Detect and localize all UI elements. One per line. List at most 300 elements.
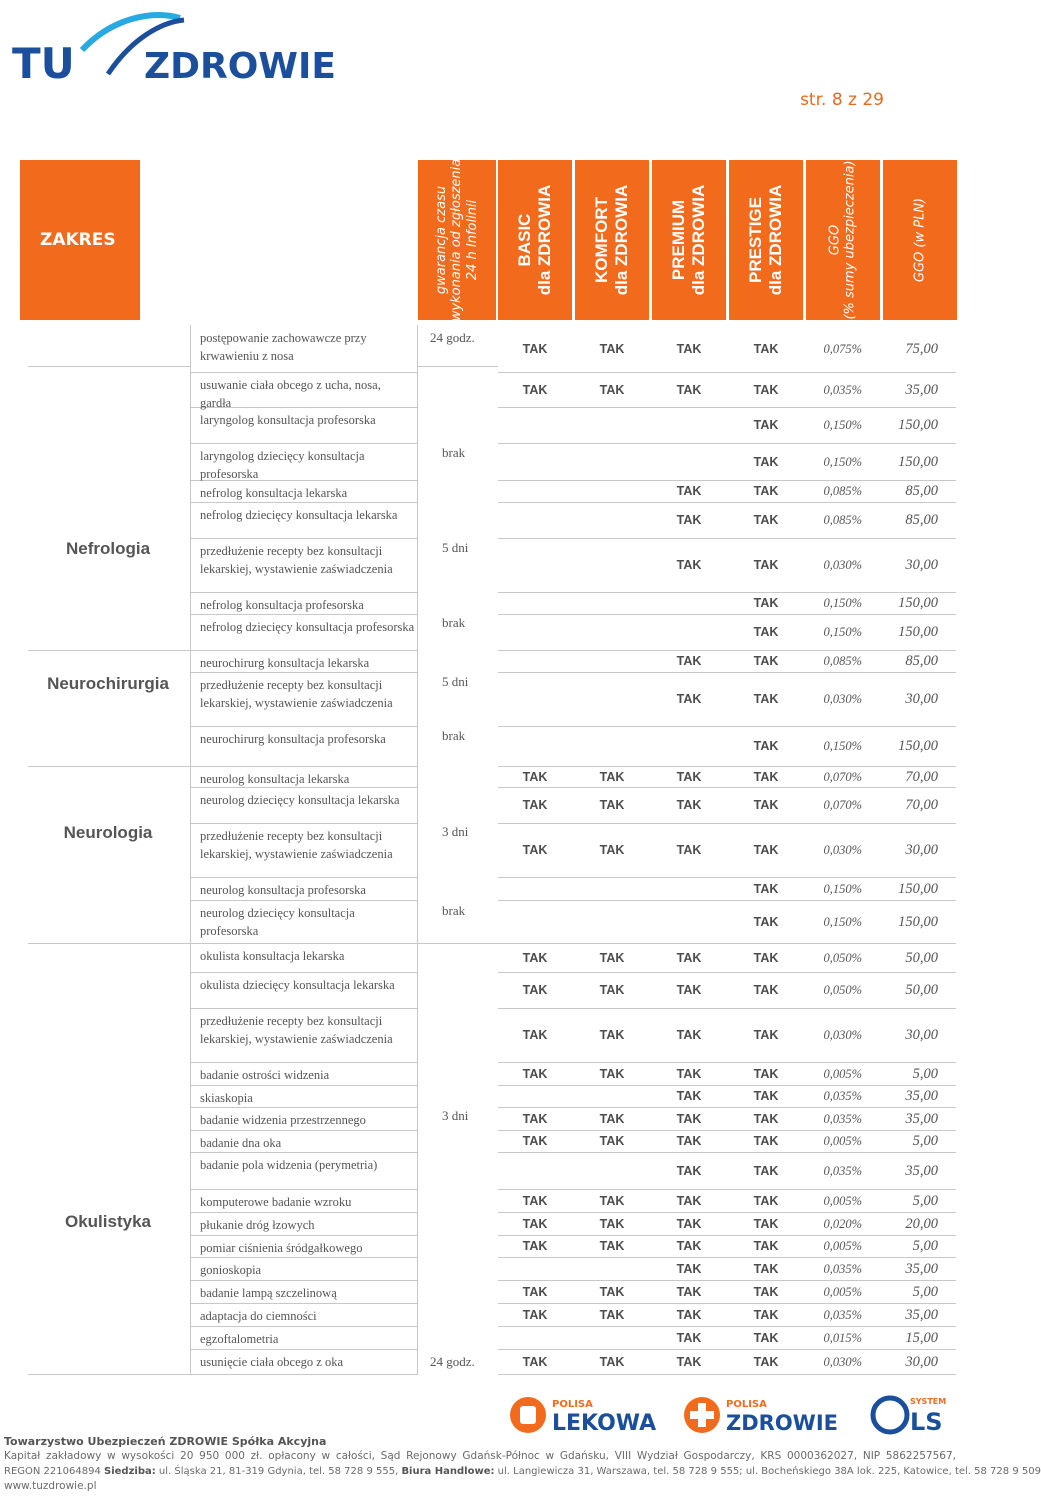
tak-value: TAK (676, 983, 702, 997)
row-divider (498, 372, 956, 373)
row-divider (498, 943, 956, 944)
tak-value: TAK (599, 1307, 625, 1322)
tak-value: TAK (676, 1239, 702, 1253)
service-description: badanie lampą szczelinową (200, 1286, 337, 1300)
ggo-percent: 0,150% (823, 418, 862, 432)
tak-value: TAK (753, 1163, 779, 1178)
header-prestige: PRESTIGE dla ZDROWIA (729, 160, 803, 320)
tak-value: TAK (753, 418, 779, 432)
tak-value: TAK (753, 692, 779, 706)
ggo-pln: 150,00 (898, 738, 938, 754)
row-divider (498, 672, 956, 673)
service-description: gonioskopia (200, 1263, 262, 1277)
row-divider (190, 1326, 418, 1327)
service-description: płukanie dróg łzowych (200, 1218, 315, 1232)
time-label: brak (442, 728, 466, 743)
tak-value: TAK (676, 484, 702, 498)
row-divider (190, 372, 418, 373)
row-divider (190, 592, 418, 593)
category-nefrologia: Nefrologia (65, 539, 151, 558)
row-divider (190, 1303, 418, 1304)
tak-value: TAK (676, 1261, 702, 1276)
service-description: postępowanie zachowawcze przy krwawieniu z nosa (200, 331, 367, 363)
time-label: brak (442, 903, 466, 918)
tak-value: TAK (753, 1354, 779, 1369)
tak-value: TAK (753, 484, 779, 498)
row-divider (190, 1189, 418, 1190)
ggo-pln: 150,00 (898, 417, 938, 433)
tak-value: TAK (599, 1066, 625, 1081)
header-basic: BASIC dla ZDROWIA (498, 160, 572, 320)
ggo-percent: 0,020% (823, 1216, 862, 1231)
ggo-pln: 35,00 (905, 1162, 938, 1179)
ggo-pln: 35,00 (905, 1088, 938, 1104)
tak-value: TAK (753, 1066, 779, 1081)
ggo-percent: 0,035% (823, 1089, 862, 1103)
tak-value: TAK (676, 1193, 702, 1208)
row-divider (190, 972, 418, 973)
tak-value: TAK (753, 654, 779, 668)
tak-value: TAK (599, 798, 625, 812)
ggo-pln: 50,00 (905, 949, 938, 966)
tak-value: TAK (599, 950, 625, 965)
row-divider (498, 972, 956, 973)
polisa-zdrowie-logo (680, 1392, 860, 1438)
footer-line2: Kapitał zakładowy w wysokości 20 950 000 zł. opłacony w całości, Sąd Rejonowy Gdańsk-Północ w Gdańsku, VIII Wydział Gospodarczy, KRS 0000362027, NIP 5862257567, (4, 1450, 956, 1462)
ggo-percent: 0,030% (823, 1354, 862, 1369)
ggo-percent: 0,015% (823, 1330, 862, 1345)
service-description: nefrolog konsultacja lekarska (200, 486, 348, 500)
tak-value: TAK (676, 341, 702, 356)
tak-value: TAK (522, 341, 548, 356)
ggo-percent: 0,035% (823, 1163, 862, 1178)
tak-value: TAK (676, 692, 702, 706)
service-description: nefrolog dziecięcy konsultacja profesorska (200, 620, 415, 634)
ggo-pln: 5,00 (912, 1192, 938, 1209)
category-divider (28, 943, 190, 944)
tak-value: TAK (522, 983, 548, 997)
row-divider (190, 1280, 418, 1281)
row-divider (190, 650, 418, 651)
category-divider (28, 650, 190, 651)
ggo-percent: 0,085% (823, 484, 862, 498)
row-divider (190, 766, 418, 767)
tak-value: TAK (522, 1134, 548, 1148)
row-divider (190, 900, 418, 901)
logo-tu: TU (12, 39, 75, 88)
time-label: 5 dni (442, 674, 469, 689)
svg-text:LEKOWA: LEKOWA (552, 1411, 657, 1436)
tak-value: TAK (599, 1028, 625, 1042)
tak-value: TAK (599, 1134, 625, 1148)
ggo-percent: 0,085% (823, 654, 862, 668)
ggo-pln: 35,00 (905, 1260, 938, 1277)
tak-value: TAK (753, 739, 779, 753)
ggo-percent: 0,030% (823, 1028, 862, 1042)
row-divider (190, 1130, 418, 1131)
row-divider (190, 1212, 418, 1213)
company-footer (4, 1434, 1041, 1494)
tak-value: TAK (599, 983, 625, 997)
tak-value: TAK (599, 1193, 625, 1208)
tak-value: TAK (522, 1354, 548, 1369)
tak-value: TAK (753, 1089, 779, 1103)
tak-value: TAK (522, 950, 548, 965)
row-divider (498, 1085, 956, 1086)
ggo-percent: 0,005% (823, 1239, 862, 1253)
tak-value: TAK (753, 914, 779, 929)
service-description: adaptacja do ciemności (200, 1309, 317, 1323)
tak-value: TAK (753, 843, 779, 857)
ggo-pln: 50,00 (905, 982, 938, 998)
row-divider (498, 614, 956, 615)
ggo-percent: 0,005% (823, 1193, 862, 1208)
row-divider (498, 592, 956, 593)
ggo-pln: 5,00 (912, 1133, 938, 1149)
time-divider (417, 366, 498, 367)
ggo-pln: 150,00 (898, 624, 938, 640)
row-divider (498, 726, 956, 727)
tak-value: TAK (753, 983, 779, 997)
tak-value: TAK (522, 1307, 548, 1322)
category-okulistyka: Okulistyka (65, 1212, 151, 1231)
time-label: 5 dni (442, 540, 469, 555)
header-komfort: KOMFORT dla ZDROWIA (575, 160, 649, 320)
service-description: badanie widzenia przestrzennego (200, 1113, 366, 1127)
ggo-percent: 0,005% (823, 1134, 862, 1148)
row-divider (498, 787, 956, 788)
ggo-pln: 30,00 (905, 691, 938, 707)
tak-value: TAK (753, 1028, 779, 1042)
tak-value: TAK (676, 382, 702, 397)
ggo-percent: 0,150% (823, 454, 862, 469)
ggo-pln: 150,00 (898, 880, 938, 897)
tak-value: TAK (676, 798, 702, 812)
row-divider (190, 502, 418, 503)
row-divider (498, 1280, 956, 1281)
service-description: skiaskopia (200, 1091, 253, 1105)
tak-value: TAK (522, 843, 548, 857)
tak-value: TAK (753, 454, 779, 469)
row-divider (190, 1062, 418, 1063)
tak-value: TAK (599, 843, 625, 857)
service-description: neurolog konsultacja profesorska (200, 883, 366, 897)
ggo-pln: 70,00 (905, 769, 938, 785)
row-divider (498, 650, 956, 651)
row-divider (498, 1349, 956, 1350)
time-divider (417, 943, 498, 944)
time-label: brak (442, 445, 466, 460)
tak-value: TAK (676, 1354, 702, 1369)
service-description: przedłużenie recepty bez konsultacji lekarskiej, wystawienie zaświadczenia (200, 829, 393, 861)
row-divider (498, 480, 956, 481)
tak-value: TAK (599, 341, 625, 356)
row-divider (498, 1212, 956, 1213)
ggo-pln: 85,00 (905, 653, 938, 669)
row-divider (498, 1189, 956, 1190)
row-divider (190, 823, 418, 824)
service-description: usunięcie ciała obcego z oka (200, 1355, 343, 1369)
row-divider (498, 1008, 956, 1009)
service-description: okulista konsultacja lekarska (200, 949, 345, 963)
ggo-pln: 85,00 (905, 512, 938, 528)
row-divider (498, 766, 956, 767)
tak-value: TAK (599, 1216, 625, 1231)
tak-value: TAK (599, 1354, 625, 1369)
row-divider (190, 726, 418, 727)
service-description: laryngolog dziecięcy konsultacja profesorska (200, 449, 365, 481)
ggo-percent: 0,030% (823, 843, 862, 857)
tak-value: TAK (676, 1066, 702, 1081)
ggo-percent: 0,150% (823, 596, 862, 610)
row-divider (190, 443, 418, 444)
row-divider (498, 1152, 956, 1153)
ggo-percent: 0,050% (823, 983, 862, 997)
service-description: badanie ostrości widzenia (200, 1068, 330, 1082)
tak-value: TAK (676, 1330, 702, 1345)
tak-value: TAK (676, 1089, 702, 1103)
page-number: str. 8 z 29 (800, 90, 884, 110)
service-description: pomiar ciśnienia śródgałkowego (200, 1241, 363, 1255)
ggo-percent: 0,035% (823, 1261, 862, 1276)
footer-website: www.tuzdrowie.pl (4, 1480, 97, 1492)
ggo-percent: 0,150% (823, 739, 862, 753)
ggo-pln: 35,00 (905, 1110, 938, 1127)
ggo-pln: 5,00 (912, 1238, 938, 1254)
row-divider (498, 1235, 956, 1236)
time-label: 3 dni (442, 1108, 469, 1123)
tak-value: TAK (599, 770, 625, 784)
tu-zdrowie-logo (12, 8, 352, 88)
service-description: przedłużenie recepty bez konsultacji lekarskiej, wystawienie zaświadczenia (200, 678, 393, 710)
row-divider (190, 1235, 418, 1236)
ggo-percent: 0,035% (823, 1111, 862, 1126)
service-description: neurolog konsultacja lekarska (200, 772, 350, 786)
tak-value: TAK (522, 798, 548, 812)
tak-value: TAK (676, 558, 702, 572)
service-description: okulista dziecięcy konsultacja lekarska (200, 978, 395, 992)
tak-value: TAK (522, 1111, 548, 1126)
service-description: laryngolog konsultacja profesorska (200, 413, 376, 427)
row-divider (190, 943, 418, 944)
ggo-percent: 0,030% (823, 692, 862, 706)
ggo-pln: 150,00 (898, 595, 938, 611)
service-description: neurochirurg konsultacja profesorska (200, 732, 386, 746)
ggo-percent: 0,075% (823, 341, 862, 356)
ggo-pln: 75,00 (905, 340, 938, 357)
tak-value: TAK (753, 1111, 779, 1126)
row-divider (498, 1107, 956, 1108)
tak-value: TAK (753, 513, 779, 527)
ggo-percent: 0,070% (823, 770, 862, 784)
ggo-percent: 0,050% (823, 950, 862, 965)
service-description: usuwanie ciała obcego z ucha, nosa, gardła (200, 378, 381, 410)
ggo-percent: 0,035% (823, 382, 862, 397)
ggo-pln: 35,00 (905, 381, 938, 398)
tak-value: TAK (753, 1239, 779, 1253)
footer-line3: REGON 221064894 Siedziba: ul. Śląska 21, 81-319 Gdynia, tel. 58 728 9 555, Biura Handlowe: ul. Langiewicza 31, Warszawa, tel. 58 728 9 555; ul. Bocheńskiego 38A lok. 225, Katowice, tel. 58 728 9 509 (4, 1466, 1041, 1477)
ggo-pln: 70,00 (905, 797, 938, 813)
tak-value: TAK (753, 1216, 779, 1231)
row-divider (498, 823, 956, 824)
tak-value: TAK (753, 798, 779, 812)
ggo-percent: 0,085% (823, 513, 862, 527)
ggo-percent: 0,150% (823, 625, 862, 639)
column-divider (190, 325, 191, 1374)
tak-value: TAK (753, 625, 779, 639)
category-divider (28, 1374, 190, 1375)
column-divider (417, 325, 418, 1374)
tak-value: TAK (676, 654, 702, 668)
header-ggo-pct: GGO (% sumy ubezpieczenia) (806, 160, 880, 320)
system-ls-logo (870, 1392, 956, 1438)
row-divider (498, 538, 956, 539)
ggo-pln: 30,00 (905, 1027, 938, 1043)
header-ggo-pln: GGO (w PLN) (883, 160, 957, 320)
service-description: nefrolog dziecięcy konsultacja lekarska (200, 508, 398, 522)
ggo-percent: 0,005% (823, 1066, 862, 1081)
tak-value: TAK (522, 1284, 548, 1299)
row-divider (190, 1374, 418, 1375)
ggo-pln: 85,00 (905, 483, 938, 499)
tak-value: TAK (676, 770, 702, 784)
row-divider (498, 1303, 956, 1304)
tak-value: TAK (522, 1193, 548, 1208)
row-divider (498, 407, 956, 408)
tak-value: TAK (599, 1239, 625, 1253)
row-divider (190, 1152, 418, 1153)
svg-text:ZDROWIE: ZDROWIE (726, 1411, 839, 1435)
service-description: badanie dna oka (200, 1136, 282, 1150)
ggo-pln: 30,00 (905, 842, 938, 858)
tak-value: TAK (522, 382, 548, 397)
tak-value: TAK (676, 1284, 702, 1299)
category-neurochirurgia: Neurochirurgia (47, 674, 169, 693)
ggo-percent: 0,030% (823, 558, 862, 572)
tak-value: TAK (753, 1134, 779, 1148)
row-divider (190, 538, 418, 539)
tak-value: TAK (753, 1307, 779, 1322)
row-divider (498, 900, 956, 901)
tak-value: TAK (676, 1216, 702, 1231)
ggo-percent: 0,150% (823, 914, 862, 929)
tak-value: TAK (522, 1066, 548, 1081)
row-divider (498, 1326, 956, 1327)
service-description: neurolog dziecięcy konsultacja lekarska (200, 793, 400, 807)
tak-value: TAK (599, 1284, 625, 1299)
service-description: neurolog dziecięcy konsultacja profesorska (200, 906, 355, 938)
row-divider (190, 877, 418, 878)
tak-value: TAK (522, 1028, 548, 1042)
ggo-pln: 30,00 (905, 557, 938, 573)
service-description: egzoftalometria (200, 1332, 279, 1346)
tak-value: TAK (676, 1307, 702, 1322)
tak-value: TAK (753, 1284, 779, 1299)
tak-value: TAK (522, 1216, 548, 1231)
row-divider (498, 1374, 956, 1375)
service-description: nefrolog konsultacja profesorska (200, 598, 364, 612)
polisa-lekowa-logo (506, 1392, 674, 1438)
ggo-percent: 0,005% (823, 1284, 862, 1299)
header-premium: PREMIUM dla ZDROWIA (652, 160, 726, 320)
footer-company: Towarzystwo Ubezpieczeń ZDROWIE Spółka Akcyjna (4, 1435, 327, 1448)
row-divider (190, 614, 418, 615)
header-gwarancja: gwarancja czasu wykonania od zgłoszenia 24 h Infolinii (418, 160, 496, 320)
ggo-pln: 150,00 (898, 453, 938, 470)
tak-value: TAK (753, 1193, 779, 1208)
tak-value: TAK (753, 1261, 779, 1276)
tak-value: TAK (753, 950, 779, 965)
row-divider (190, 1349, 418, 1350)
row-divider (190, 1107, 418, 1108)
row-divider (498, 877, 956, 878)
ggo-pln: 35,00 (905, 1306, 938, 1323)
row-divider (498, 1130, 956, 1131)
category-divider (28, 366, 190, 367)
tak-value: TAK (753, 596, 779, 610)
tak-value: TAK (753, 558, 779, 572)
service-description: komputerowe badanie wzroku (200, 1195, 352, 1209)
time-label: 3 dni (442, 824, 469, 839)
row-divider (190, 1257, 418, 1258)
time-label: brak (442, 615, 466, 630)
row-divider (190, 672, 418, 673)
tak-value: TAK (676, 1028, 702, 1042)
category-divider (28, 766, 190, 767)
row-divider (190, 1085, 418, 1086)
tak-value: TAK (753, 770, 779, 784)
tak-value: TAK (599, 1111, 625, 1126)
ggo-percent: 0,035% (823, 1307, 862, 1322)
tak-value: TAK (753, 382, 779, 397)
ggo-percent: 0,070% (823, 798, 862, 812)
row-divider (498, 1257, 956, 1258)
tak-value: TAK (522, 1239, 548, 1253)
tak-value: TAK (599, 382, 625, 397)
tak-value: TAK (676, 1163, 702, 1178)
tak-value: TAK (753, 881, 779, 896)
tak-value: TAK (753, 1330, 779, 1345)
row-divider (498, 443, 956, 444)
svg-text:SYSTEM: SYSTEM (910, 1397, 947, 1406)
header-zakres: ZAKRES (20, 160, 140, 320)
service-description: przedłużenie recepty bez konsultacji lekarskiej, wystawienie zaświadczenia (200, 1014, 393, 1046)
tak-value: TAK (522, 770, 548, 784)
ggo-pln: 20,00 (905, 1215, 938, 1232)
row-divider (498, 1062, 956, 1063)
tak-value: TAK (753, 341, 779, 356)
logo-zdrowie: ZDROWIE (144, 46, 337, 87)
service-description: badanie pola widzenia (perymetria) (200, 1158, 378, 1172)
tak-value: TAK (676, 513, 702, 527)
ggo-pln: 15,00 (905, 1329, 938, 1346)
service-description: przedłużenie recepty bez konsultacji lekarskiej, wystawienie zaświadczenia (200, 544, 393, 576)
tak-value: TAK (676, 843, 702, 857)
row-divider (190, 1008, 418, 1009)
time-label: 24 godz. (430, 1354, 475, 1369)
ggo-pln: 5,00 (912, 1065, 938, 1082)
category-neurologia: Neurologia (63, 823, 153, 842)
tak-value: TAK (676, 950, 702, 965)
svg-text:POLISA: POLISA (552, 1399, 593, 1410)
tak-value: TAK (676, 1134, 702, 1148)
ggo-pln: 5,00 (912, 1283, 938, 1300)
ggo-percent: 0,150% (823, 881, 862, 896)
service-description: neurochirurg konsultacja lekarska (200, 656, 370, 670)
time-label: 24 godz. (430, 330, 475, 345)
svg-text:POLISA: POLISA (726, 1399, 767, 1410)
ggo-pln: 150,00 (898, 913, 938, 930)
